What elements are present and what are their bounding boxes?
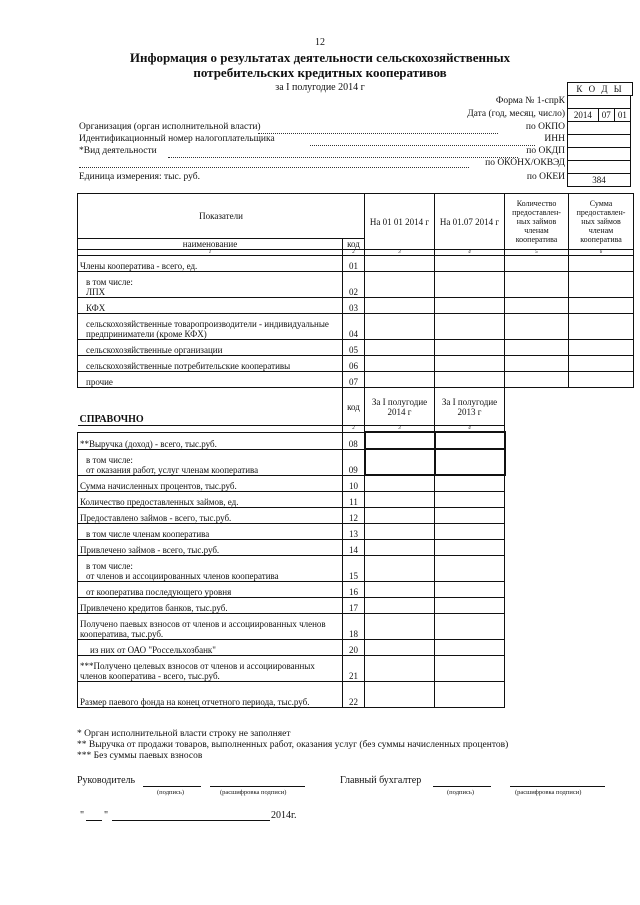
name-header: наименование (78, 239, 343, 250)
head-label: Руководитель (77, 775, 136, 786)
value-cell[interactable] (505, 356, 569, 372)
row-name: из них от ОАО "Россельхозбанк" (78, 640, 343, 656)
blank (505, 388, 634, 426)
row-code: 01 (343, 256, 365, 272)
value-cell[interactable] (365, 508, 435, 524)
value-cell[interactable] (569, 356, 634, 372)
table1-row (78, 256, 634, 272)
head-decode-line (210, 786, 305, 787)
code-okonh (568, 161, 631, 174)
row-code: 18 (343, 614, 365, 640)
value-cell[interactable] (569, 340, 634, 356)
activity-line-2 (79, 167, 469, 168)
table1-row (78, 314, 634, 340)
row-name: сельскохозяйственные товаропроизводители - индивидуальные предприниматели (кроме КФХ) (78, 314, 343, 340)
form-label: Форма № 1-спрК (495, 96, 565, 106)
acc-decode-line (510, 786, 605, 787)
row-name: от кооператива последующего уровня (78, 582, 343, 598)
row-code: 04 (343, 314, 365, 340)
value-cell[interactable] (435, 298, 505, 314)
okei-label: по ОКЕИ (526, 172, 565, 182)
row-code: 13 (343, 524, 365, 540)
unit-label: Единица измерения: тыс. руб. (79, 172, 200, 182)
value-cell[interactable] (365, 614, 435, 640)
date-year: 2014г. (271, 810, 297, 821)
value-cell[interactable] (365, 372, 435, 388)
okdp-label: по ОКДП (526, 146, 565, 156)
value-cell[interactable] (365, 314, 435, 340)
activity-label: *Вид деятельности (79, 146, 157, 156)
code-okei: 384 (568, 174, 631, 187)
col-date1-header: На 01 01 2014 г (365, 194, 435, 250)
value-cell[interactable] (435, 640, 505, 656)
head-sign-line (143, 786, 201, 787)
row-name: Размер паевого фонда на конец отчетного периода, тыс.руб. (78, 682, 343, 708)
table2-row (78, 614, 634, 640)
blank (505, 492, 634, 508)
t2-code-header: код (343, 388, 365, 426)
row-name: **Выручка (доход) - всего, тыс.руб. (78, 432, 343, 449)
t2-col1-header: За I полугодие 2014 г (365, 388, 435, 426)
value-cell[interactable] (435, 432, 505, 449)
row-code: 07 (343, 372, 365, 388)
inn-line (310, 145, 535, 146)
blank (505, 598, 634, 614)
table2-row (78, 556, 634, 582)
table2-row (78, 682, 634, 708)
footnote-1: * Орган исполнительной власти строку не заполняет (77, 729, 291, 739)
blank (505, 556, 634, 582)
date-day: 01 (614, 109, 630, 122)
head-decode-hint: (расшифровка подписи) (220, 789, 287, 796)
value-cell[interactable] (505, 314, 569, 340)
table2-row (78, 640, 634, 656)
row-code: 11 (343, 492, 365, 508)
colnum: 2 (343, 426, 365, 433)
row-code: 15 (343, 556, 365, 582)
codes-header: К О Д Ы (567, 82, 633, 96)
table1-row (78, 372, 634, 388)
date-quote-open: " (80, 810, 85, 821)
value-cell[interactable] (435, 656, 505, 682)
value-cell[interactable] (435, 340, 505, 356)
value-cell[interactable] (435, 598, 505, 614)
okpo-label: по ОКПО (525, 122, 565, 132)
inn-org-label: Идентификационный номер налогоплательщика (79, 134, 275, 144)
value-cell[interactable] (365, 682, 435, 708)
code-header: код (343, 239, 365, 250)
row-code: 08 (343, 432, 365, 449)
table2-row (78, 540, 634, 556)
row-name: Члены кооператива - всего, ед. (78, 256, 343, 272)
row-code: 02 (343, 272, 365, 298)
value-cell[interactable] (365, 272, 435, 298)
page-title: Информация о результатах деятельности сельскохозяйственных потребительских кредитных кооперативов (129, 50, 511, 80)
row-code: 20 (343, 640, 365, 656)
table2-row (78, 449, 634, 475)
blank (505, 432, 634, 449)
row-code: 10 (343, 475, 365, 492)
blank (505, 640, 634, 656)
row-name: в том числе членам кооператива (78, 524, 343, 540)
row-code: 21 (343, 656, 365, 682)
row-code: 09 (343, 449, 365, 475)
footnote-2: ** Выручка от продажи товаров, выполненных работ, оказания услуг (без суммы начисленных процентов) (77, 740, 509, 750)
row-name: Получено паевых взносов от членов и ассоциированных членов кооператива, тыс.руб. (78, 614, 343, 640)
value-cell[interactable] (365, 340, 435, 356)
row-name: в том числе: от оказания работ, услуг членам кооператива (78, 449, 343, 475)
acc-sign-line (433, 786, 491, 787)
row-code: 22 (343, 682, 365, 708)
colnum: 6 (569, 250, 634, 256)
footnotes (77, 729, 508, 762)
table1-row (78, 356, 634, 372)
date-month-line (112, 820, 270, 821)
table2-row (78, 508, 634, 524)
table1-header-row (78, 194, 634, 239)
value-cell[interactable] (505, 298, 569, 314)
value-cell[interactable] (365, 492, 435, 508)
codes-box (567, 95, 631, 187)
table2-row (78, 475, 634, 492)
value-cell[interactable] (365, 256, 435, 272)
reference-title: СПРАВОЧНО (78, 388, 343, 426)
colnum: 3 (365, 426, 435, 433)
blank (505, 656, 634, 682)
date-month: 07 (598, 109, 614, 122)
blank (505, 582, 634, 598)
table2-row (78, 582, 634, 598)
table2-row (78, 524, 634, 540)
date-quote-close: " (104, 810, 109, 821)
acc-decode-hint: (расшифровка подписи) (515, 789, 582, 796)
table2-header-row (78, 388, 634, 426)
table2-row (78, 598, 634, 614)
value-cell[interactable] (569, 256, 634, 272)
value-cell[interactable] (435, 492, 505, 508)
row-code: 06 (343, 356, 365, 372)
table1-row (78, 340, 634, 356)
blank (505, 475, 634, 492)
blank (505, 508, 634, 524)
row-code: 14 (343, 540, 365, 556)
row-name: Привлечено займов - всего, тыс.руб. (78, 540, 343, 556)
value-cell[interactable] (435, 314, 505, 340)
value-cell[interactable] (505, 340, 569, 356)
head-sign-hint: (подпись) (157, 789, 184, 796)
colnum: 2 (343, 250, 365, 256)
value-cell[interactable] (505, 256, 569, 272)
row-name: КФХ (78, 298, 343, 314)
t2-col2-header: За I полугодие 2013 г (435, 388, 505, 426)
table2-row (78, 432, 634, 449)
okonh-label: по ОКОНХ/ОКВЭД (485, 158, 565, 168)
org-line (258, 133, 498, 134)
code-form (568, 96, 631, 109)
code-okpo (568, 122, 631, 135)
blank (505, 540, 634, 556)
value-cell[interactable] (435, 475, 505, 492)
value-cell[interactable] (365, 356, 435, 372)
value-cell[interactable] (365, 475, 435, 492)
table2-row (78, 492, 634, 508)
value-cell[interactable] (569, 272, 634, 298)
row-code: 12 (343, 508, 365, 524)
inn-label: ИНН (544, 134, 565, 144)
value-cell[interactable] (505, 372, 569, 388)
col-date2-header: На 01.07 2014 г (435, 194, 505, 250)
value-cell[interactable] (569, 314, 634, 340)
value-cell[interactable] (569, 372, 634, 388)
acc-sign-hint: (подпись) (447, 789, 474, 796)
col-loans-sum-header: Сумма предоставлен-ных займов членам кооператива (569, 194, 634, 250)
blank (505, 524, 634, 540)
row-code: 17 (343, 598, 365, 614)
blank (505, 614, 634, 640)
main-table (77, 193, 634, 708)
code-inn (568, 135, 631, 148)
code-okdp (568, 148, 631, 161)
row-name: ***Получено целевых взносов от членов и ассоциированных членов кооператива - всего, тыс.руб. (78, 656, 343, 682)
row-code: 03 (343, 298, 365, 314)
org-label: Организация (орган исполнительной власти) (79, 122, 261, 132)
value-cell[interactable] (365, 449, 435, 475)
row-name: прочие (78, 372, 343, 388)
colnum: 5 (505, 250, 569, 256)
report-period: за I полугодие 2014 г (275, 82, 365, 93)
value-cell[interactable] (365, 598, 435, 614)
date-label: Дата (год, месяц, число) (467, 109, 565, 119)
table2-row (78, 656, 634, 682)
value-cell[interactable] (435, 372, 505, 388)
footnote-3: *** Без суммы паевых взносов (77, 751, 203, 761)
row-name: Количество предоставленных займов, ед. (78, 492, 343, 508)
value-cell[interactable] (435, 256, 505, 272)
activity-line (168, 157, 518, 158)
value-cell[interactable] (569, 298, 634, 314)
value-cell[interactable] (365, 432, 435, 449)
table1-row (78, 298, 634, 314)
value-cell[interactable] (435, 508, 505, 524)
value-cell[interactable] (365, 640, 435, 656)
value-cell[interactable] (435, 540, 505, 556)
value-cell[interactable] (365, 656, 435, 682)
row-name: Предоставлено займов - всего, тыс.руб. (78, 508, 343, 524)
row-name: сельскохозяйственные организации (78, 340, 343, 356)
value-cell[interactable] (435, 614, 505, 640)
value-cell[interactable] (435, 356, 505, 372)
value-cell[interactable] (435, 524, 505, 540)
page-number: 12 (315, 37, 325, 48)
value-cell[interactable] (365, 540, 435, 556)
row-name: в том числе: от членов и ассоциированных членов кооператива (78, 556, 343, 582)
value-cell[interactable] (505, 272, 569, 298)
row-code: 16 (343, 582, 365, 598)
row-name: Привлечено кредитов банков, тыс.руб. (78, 598, 343, 614)
value-cell[interactable] (365, 524, 435, 540)
colnum: 1 (78, 250, 343, 256)
date-year: 2014 (568, 109, 599, 122)
row-name: Сумма начисленных процентов, тыс.руб. (78, 475, 343, 492)
value-cell[interactable] (435, 556, 505, 582)
value-cell[interactable] (435, 582, 505, 598)
row-name: в том числе: ЛПХ (78, 272, 343, 298)
value-cell[interactable] (365, 298, 435, 314)
blank (505, 449, 634, 475)
value-cell[interactable] (435, 272, 505, 298)
colnum: 3 (365, 250, 435, 256)
row-code: 05 (343, 340, 365, 356)
value-cell[interactable] (365, 556, 435, 582)
colnum: 4 (435, 426, 505, 433)
value-cell[interactable] (435, 449, 505, 475)
table1-row (78, 272, 634, 298)
date-day-line (86, 820, 102, 821)
col-loans-count-header: Количество предоставлен-ных займов членам кооператива (505, 194, 569, 250)
indicators-header: Показатели (78, 194, 365, 239)
value-cell[interactable] (435, 682, 505, 708)
value-cell[interactable] (365, 582, 435, 598)
row-name: сельскохозяйственные потребительские кооперативы (78, 356, 343, 372)
blank (505, 682, 634, 708)
accountant-label: Главный бухгалтер (340, 775, 422, 786)
colnum: 4 (435, 250, 505, 256)
